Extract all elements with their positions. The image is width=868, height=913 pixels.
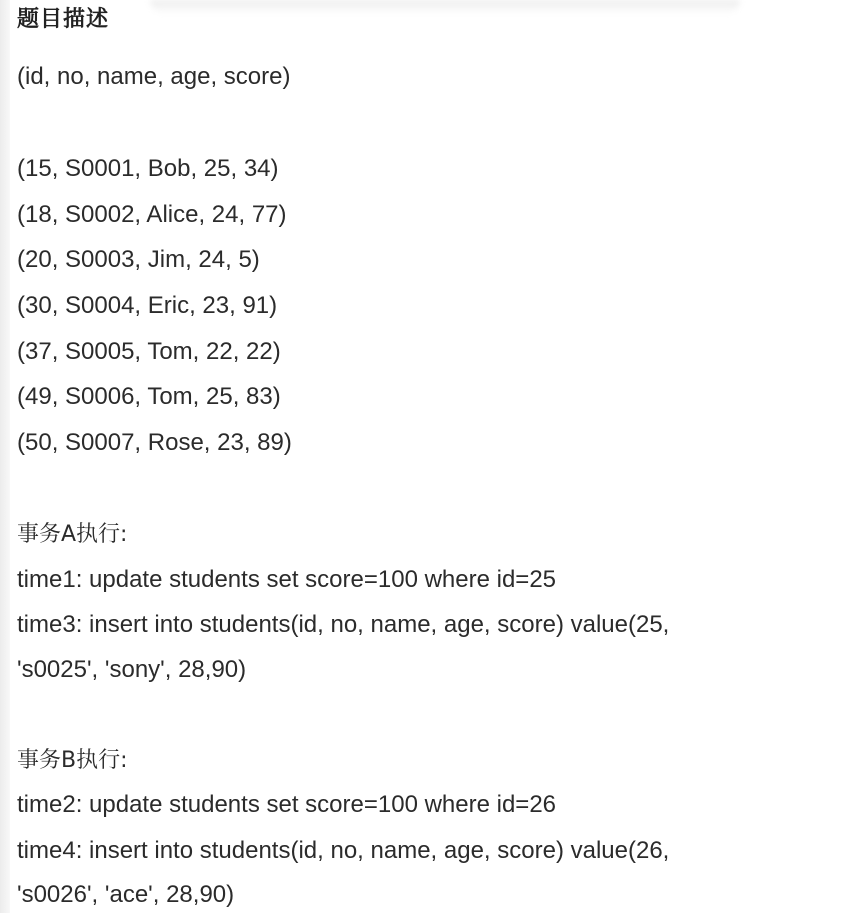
data-row: (49, S0006, Tom, 25, 83) [17,383,281,410]
transaction-b-line: time2: update students set score=100 where id=26 [17,791,557,818]
transaction-b-heading: 事务B执行: [17,748,128,773]
transaction-a-line: 's0025', 'sony', 28,90) [17,656,247,683]
data-row: (30, S0004, Eric, 23, 91) [17,292,278,319]
transaction-b-line: time4: insert into students(id, no, name, age, score) value(26, [17,837,670,864]
left-edge-band [0,0,10,913]
data-row: (15, S0001, Bob, 25, 34) [17,155,279,182]
transaction-a-line: time1: update students set score=100 where id=25 [17,566,557,593]
transaction-b-line: 's0026', 'ace', 28,90) [17,881,235,908]
transaction-a-heading: 事务A执行: [17,522,128,547]
top-shadow [150,0,740,14]
page-title: 题目描述 [17,7,110,32]
transaction-a-line: time3: insert into students(id, no, name, age, score) value(25, [17,611,670,638]
schema-line: (id, no, name, age, score) [17,63,291,90]
data-row: (37, S0005, Tom, 22, 22) [17,338,281,365]
data-row: (20, S0003, Jim, 24, 5) [17,246,260,273]
data-row: (50, S0007, Rose, 23, 89) [17,429,292,456]
data-row: (18, S0002, Alice, 24, 77) [17,201,287,228]
